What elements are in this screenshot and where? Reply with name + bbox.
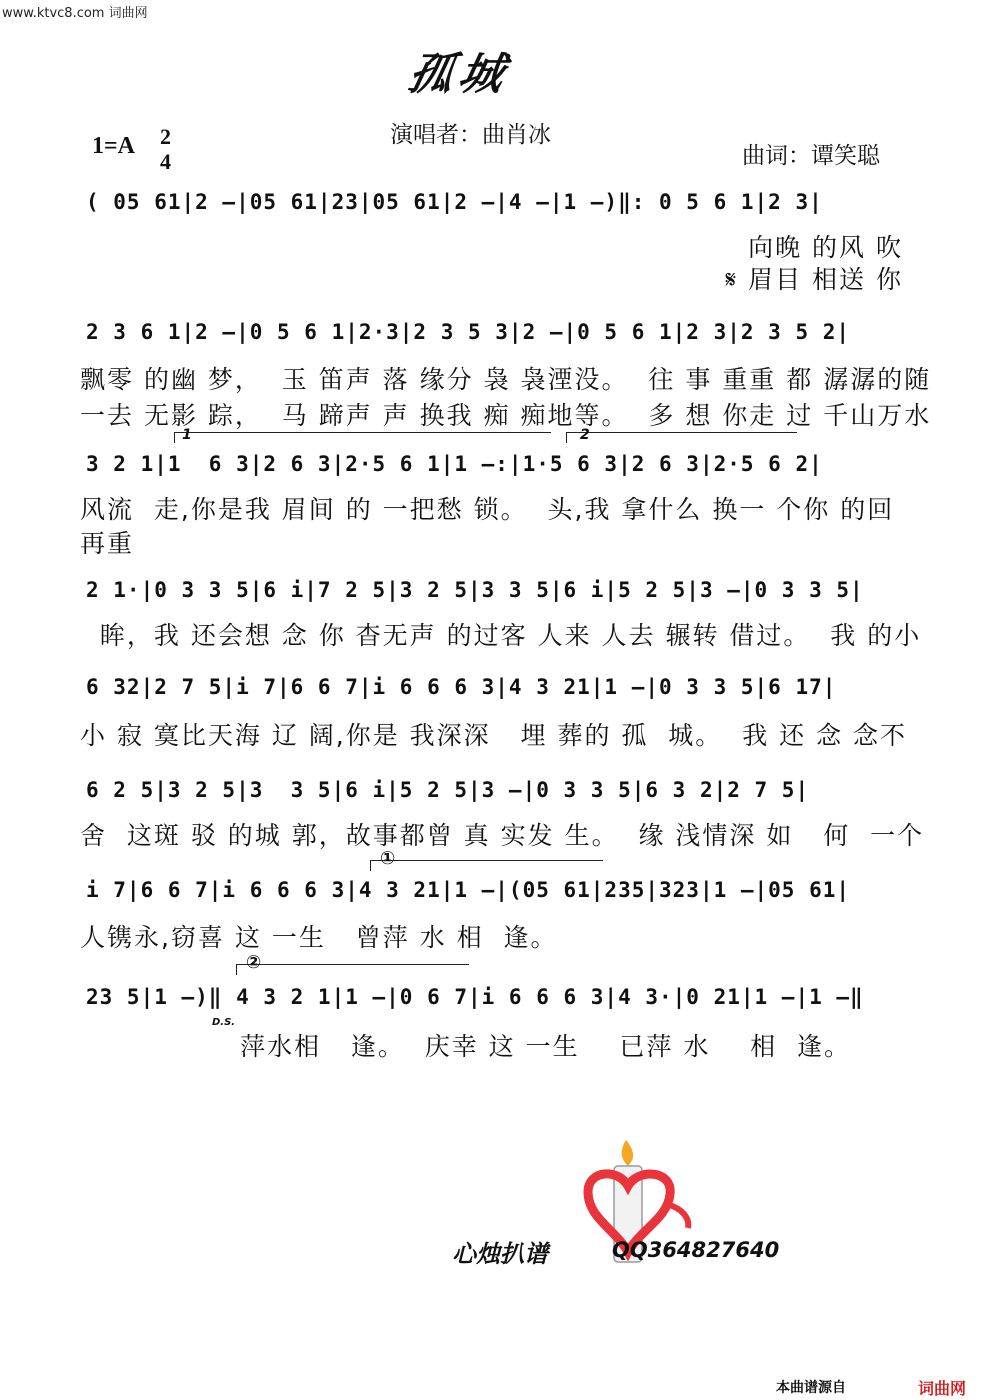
key-signature: 1=A: [92, 133, 136, 159]
notation-row-7: i 7|6 6 7|i 6 6 6 3|4 3 21|1 –|(05 61|235|323|1 –|05 61|: [86, 878, 851, 902]
footer-site-logo: 词曲网: [918, 1379, 967, 1398]
first-ending-bracket: [174, 432, 551, 443]
time-signature-top: 2: [160, 124, 171, 149]
site-watermark: www.ktvc8.com 词曲网: [2, 6, 148, 21]
notation-row-3: 3 2 1|1 6 3|2 6 3|2·5 6 1|1 –:|1·5 6 3|2 6 3|2·5 6 2|: [86, 452, 823, 476]
lyric-row-8: 萍水相 逢。 庆幸 这 一生 已萍 水 相 逢。: [240, 1032, 852, 1061]
second-ending-bracket: [566, 432, 797, 443]
time-signature-bottom: 4: [160, 149, 171, 174]
circle-one-bracket: [370, 860, 603, 871]
time-signature: [160, 124, 171, 174]
notation-row-4: 2 1·|0 3 3 5|6 i|7 2 5|3 2 5|3 3 5|6 i|5 2 5|3 –|0 3 3 5|: [86, 578, 864, 602]
circle-one-label: ①: [380, 848, 396, 869]
lyric-row-5: 小 寂 寞比天海 辽 阔,你是 我深深 埋 葬的 孤 城。 我 还 念 念不: [80, 721, 908, 750]
lyric-row-2-verse-2: 一去 无影 踪， 马 蹄声 声 换我 痴 痴地等。 多 想 你走 过 千山万水: [80, 401, 932, 430]
notation-row-8: 23 5|1 –)‖ 4 3 2 1|1 –|0 6 7|i 6 6 6 3|4 3·|0 21|1 –|1 –‖: [86, 985, 864, 1009]
notation-row-2: 2 3 6 1|2 –|0 5 6 1|2·3|2 3 5 3|2 –|0 5 6 1|2 3|2 3 5 2|: [86, 320, 851, 344]
lyric-row-1-verse-2: 𝄋 眉目 相送 你: [725, 265, 903, 294]
lyric-row-1-verse-1: 向晚 的风 吹: [748, 233, 903, 262]
lyric-row-6: 舍 这斑 驳 的城 郭，故事都曾 真 实发 生。 缘 浅情深 如 何 一个: [80, 821, 925, 850]
first-ending-label: 1: [182, 427, 192, 443]
circle-two-label: ②: [246, 952, 262, 973]
lyric-row-4: 眸，我 还会想 念 你 杳无声 的过客 人来 人去 辗转 借过。 我 的小: [80, 621, 922, 650]
composer-credit: 曲词：谭笑聪: [742, 143, 880, 169]
lyric-row-7: 人镌永,窃喜 这 一生 曾萍 水 相 逢。: [80, 923, 558, 952]
transcriber-signature: 心烛扒谱: [452, 1239, 548, 1268]
notation-row-6: 6 2 5|3 2 5|3 3 5|6 i|5 2 5|3 –|0 3 3 5|6 3 2|2 7 5|: [86, 778, 810, 802]
notation-row-1: ( 05 61|2 –|05 61|23|05 61|2 –|4 –|1 –)‖: 0 5 6 1|2 3|: [86, 190, 823, 214]
second-ending-label: 2: [580, 427, 590, 443]
lyric-row-2-verse-1: 飘零 的幽 梦， 玉 笛声 落 缘分 袅 袅湮没。 往 事 重重 都 潺潺的随: [80, 365, 932, 394]
circle-two-bracket: [236, 964, 469, 975]
lyric-row-3-verse-1: 风流 走,你是我 眉间 的 一把愁 锁。 头,我 拿什么 换一 个你 的回: [80, 495, 895, 524]
song-title: 孤城: [403, 49, 515, 100]
transcriber-qq: QQ364827640: [612, 1238, 780, 1262]
footer-source-label: 本曲谱源自: [776, 1380, 846, 1396]
dal-segno-mark: D.S.: [212, 1017, 236, 1028]
lyric-row-3-verse-2: 再重: [80, 529, 135, 558]
notation-row-5: 6 32|2 7 5|i 7|6 6 7|i 6 6 6 3|4 3 21|1 –|0 3 3 5|6 17|: [86, 675, 837, 699]
singer-credit: 演唱者：曲肖冰: [390, 122, 551, 148]
